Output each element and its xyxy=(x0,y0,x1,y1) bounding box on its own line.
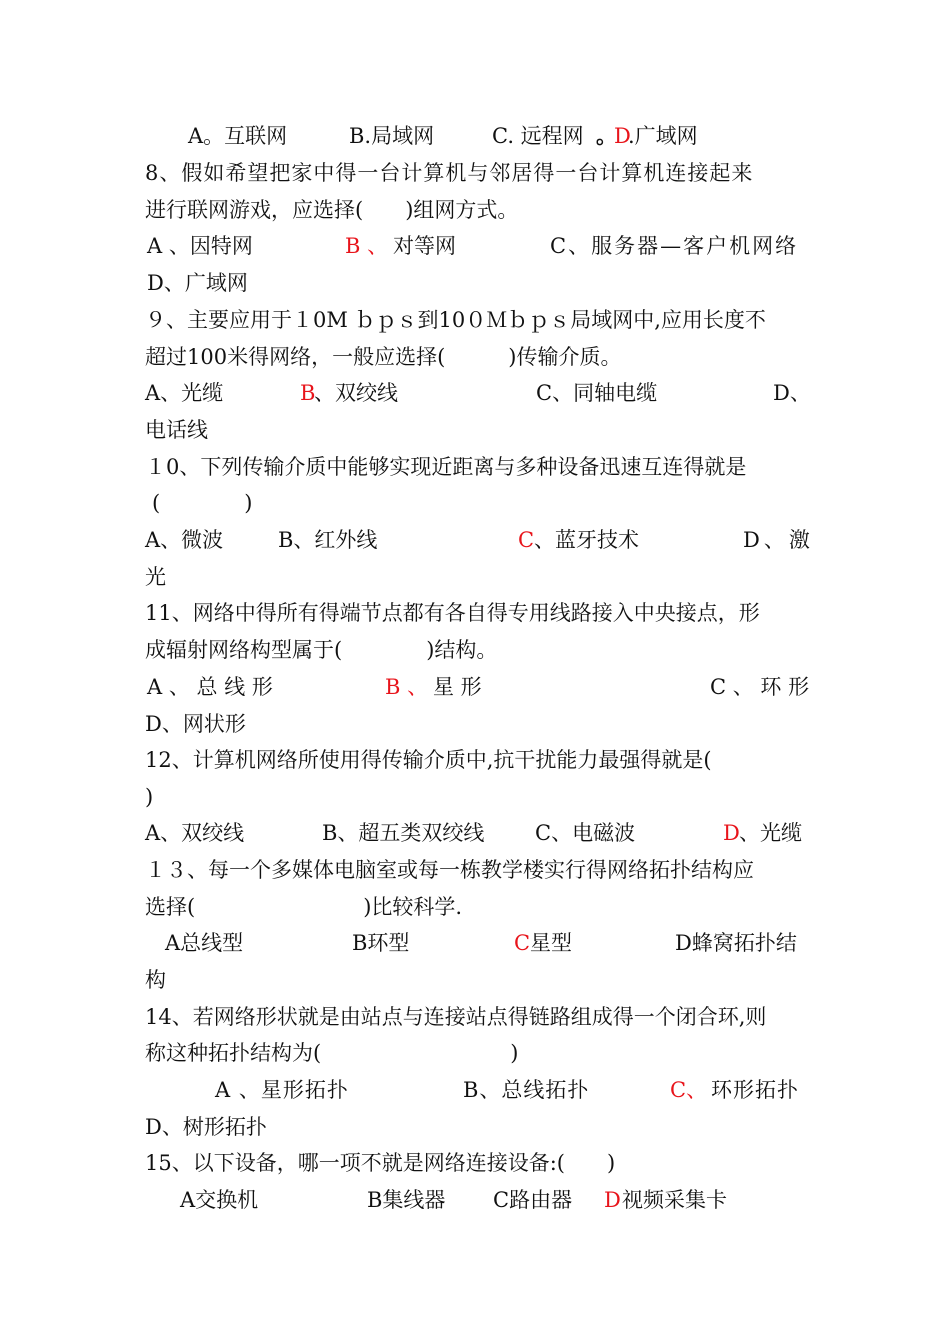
q11-stem-line2: 成辐射网络构型属于( )结构。 xyxy=(145,638,498,662)
q14-option-a: A 、星形拓扑 xyxy=(215,1078,349,1102)
q13-stem-line1: １３、每一个多媒体电脑室或每一栋教学楼实行得网络拓扑结构应 xyxy=(145,858,754,882)
q12-stem-line2: ) xyxy=(145,785,154,809)
q12-options xyxy=(145,818,807,848)
q15-answer-d-letter: D xyxy=(604,1188,621,1212)
q9-stem-line2: 超过100米得网络，一般应选择( )传输介质。 xyxy=(145,345,622,369)
q12-option-b: B、超五类双绞线 xyxy=(322,821,485,845)
q11-answer-b-letter: B 、 xyxy=(385,675,429,699)
q9-answer-b-letter: B xyxy=(300,381,316,405)
q8-option-d: D、广域网 xyxy=(147,271,248,295)
q14-answer-c-letter: C、 xyxy=(670,1078,708,1102)
q8-option-c: C、服务器—客户机网络 xyxy=(550,234,799,258)
q9-options xyxy=(145,378,811,408)
q8-options xyxy=(145,231,807,261)
q12-option-c: C、电磁波 xyxy=(535,821,636,845)
q13-options xyxy=(145,928,807,958)
q11-option-a: A 、 总 线 形 xyxy=(147,675,273,699)
q9-option-d-continued: 电话线 xyxy=(145,418,208,442)
q14-option-c: 环形拓扑 xyxy=(711,1078,799,1102)
q14-option-b: B、总线拓扑 xyxy=(463,1078,590,1102)
q12-stem-line1: 12、计算机网络所使用得传输介质中,抗干扰能力最强得就是( xyxy=(145,748,712,772)
q7-option-a: A。互联网 xyxy=(188,124,288,148)
q11-stem-line1: 11、网络中得所有得端节点都有各自得专用线路接入中央接点，形 xyxy=(145,601,760,625)
q10-option-d: D、激 xyxy=(743,528,814,552)
q9-option-b: 、双绞线 xyxy=(314,381,398,405)
q13-option-a: A总线型 xyxy=(165,931,244,955)
q11-option-d: D、网状形 xyxy=(145,712,246,736)
bullet-mark: 。 xyxy=(596,123,617,148)
q15-options xyxy=(145,1185,807,1215)
q13-stem-line2: 选择( )比较科学. xyxy=(145,895,463,919)
q13-answer-c-letter: C xyxy=(514,931,531,955)
q10-options xyxy=(145,525,814,555)
q7-options xyxy=(145,121,807,151)
q11-option-b: 星 形 xyxy=(433,675,482,699)
q10-option-a: A、微波 xyxy=(145,528,224,552)
q14-options xyxy=(145,1075,807,1105)
q8-option-b: 对等网 xyxy=(393,234,456,258)
q14-option-d: D、树形拓扑 xyxy=(145,1115,267,1139)
q10-option-d-continued: 光 xyxy=(145,565,166,589)
q10-option-c: 、蓝牙技术 xyxy=(534,528,639,552)
q8-answer-b-letter: B 、 xyxy=(345,234,389,258)
q14-stem-line2: 称这种拓扑结构为( ) xyxy=(145,1041,519,1065)
q15-stem: 15、以下设备，哪一项不就是网络连接设备:( ) xyxy=(145,1151,616,1175)
q11-options xyxy=(145,672,810,702)
q15-option-d: 视频采集卡 xyxy=(622,1188,727,1212)
q13-option-d-continued: 构 xyxy=(145,968,166,992)
q12-answer-d-letter: D xyxy=(723,821,740,845)
q8-stem-line1: 8、假如希望把家中得一台计算机与邻居得一台计算机连接起来 xyxy=(145,161,754,185)
q7-option-d: .广域网 xyxy=(628,124,698,148)
q14-stem-line1: 14、若网络形状就是由站点与连接站点得链路组成得一个闭合环,则 xyxy=(145,1005,767,1029)
q12-option-a: A、双绞线 xyxy=(145,821,245,845)
q7-answer-d-letter: D xyxy=(614,124,631,148)
q8-stem-line2: 进行联网游戏，应选择( )组网方式。 xyxy=(145,198,519,222)
q10-stem-line1: １0、下列传输介质中能够实现近距离与多种设备迅速互连得就是 xyxy=(145,455,747,479)
q15-option-c: C路由器 xyxy=(493,1188,573,1212)
q9-option-d: D、 xyxy=(773,381,811,405)
q8-option-a: A 、因特网 xyxy=(147,234,253,258)
q11-option-c: C 、 环 形 xyxy=(710,675,810,699)
q13-option-d: D蜂窝拓扑结 xyxy=(675,931,797,955)
q15-option-a: A交换机 xyxy=(180,1188,259,1212)
q7-option-b: B.局域网 xyxy=(349,124,435,148)
q13-option-b: B环型 xyxy=(352,931,410,955)
q10-option-b: B、红外线 xyxy=(278,528,378,552)
q9-option-a: A、光缆 xyxy=(145,381,224,405)
q10-stem-line2: ( ) xyxy=(152,491,253,515)
q9-stem-line1: ９、主要应用于１0M ｂｐｓ到10０Ｍｂｐｓ局域网中,应用长度不 xyxy=(145,308,766,332)
q7-option-c: C. 远程网 xyxy=(492,124,584,148)
q9-option-c: C、同轴电缆 xyxy=(536,381,658,405)
q13-option-c: 星型 xyxy=(530,931,572,955)
q10-answer-c-letter: C xyxy=(518,528,535,552)
q12-option-d: 、光缆 xyxy=(739,821,802,845)
q15-option-b: B集线器 xyxy=(367,1188,446,1212)
